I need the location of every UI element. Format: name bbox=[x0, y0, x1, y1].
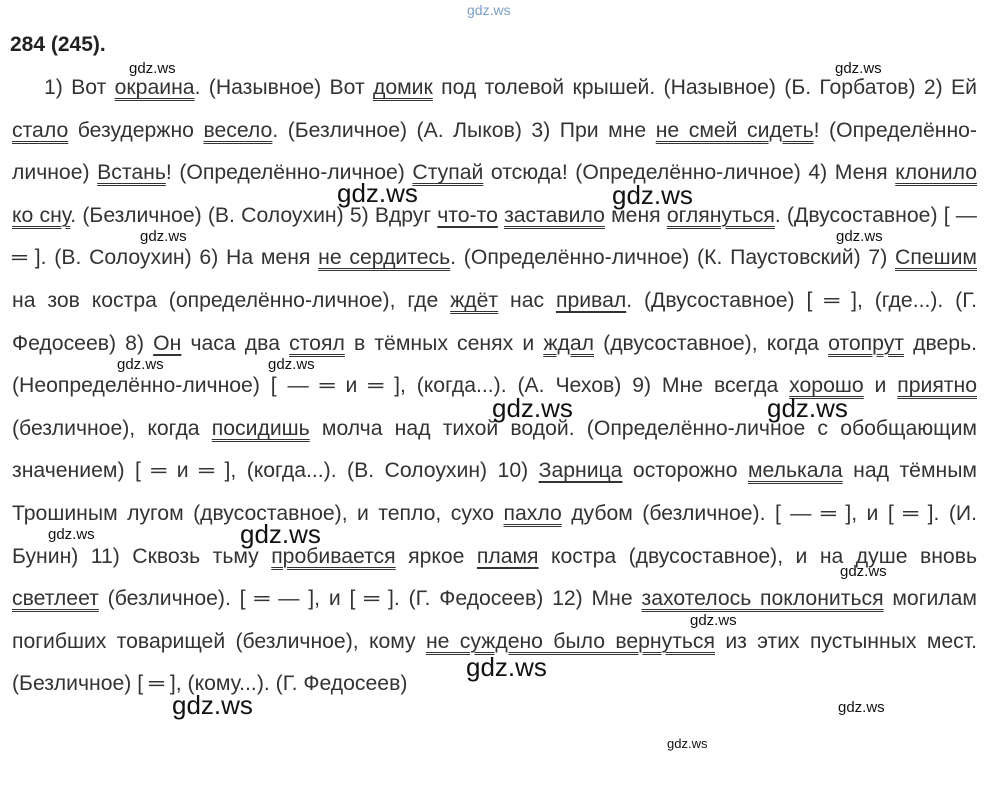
predicate-underline: Встань bbox=[97, 161, 166, 185]
predicate-underline: окраина bbox=[114, 76, 195, 99]
text-segment: осторожно bbox=[622, 459, 748, 483]
text-segment: из этих пустынных мест. (Безличное) [ ═ ], (кому...). (Г. Федосеев) bbox=[12, 629, 978, 696]
predicate-underline: заставило bbox=[504, 203, 605, 227]
predicate-underline: не суждено было вернуться bbox=[425, 629, 716, 653]
text-segment: в тёмных сенях и bbox=[344, 331, 544, 355]
text-segment: ! (Определённо-личное) bbox=[165, 161, 413, 185]
site-watermark: gdz.ws bbox=[492, 393, 573, 423]
predicate-underline: захотелось поклониться bbox=[641, 587, 884, 611]
text-segment: нас bbox=[498, 288, 556, 312]
answer-text bbox=[12, 67, 977, 706]
predicate-underline: ждал bbox=[543, 331, 594, 355]
text-segment: дверь. (Неопределённо-личное) [ — ═ и ═ ], (когда...). (А. Чехов) 9) Мне всегда bbox=[12, 331, 978, 398]
predicate-underline: не сердитесь bbox=[318, 246, 451, 270]
text-segment: безудержно bbox=[68, 118, 204, 142]
predicate-underline: Ступай bbox=[412, 161, 484, 185]
site-watermark: gdz.ws bbox=[268, 356, 315, 373]
site-watermark-top: gdz.ws bbox=[467, 2, 511, 18]
site-watermark: gdz.ws bbox=[836, 228, 883, 245]
predicate-underline: весело bbox=[203, 118, 273, 142]
site-watermark: gdz.ws bbox=[140, 228, 187, 245]
text-segment: . (Безличное) (В. Солоухин) 5) Вдруг bbox=[70, 203, 438, 227]
subject-underline: что-то bbox=[437, 203, 498, 227]
site-watermark: gdz.ws bbox=[48, 526, 95, 543]
predicate-underline: домик bbox=[372, 76, 433, 99]
text-segment: могилам погибших товарищей (безличное), кому bbox=[12, 587, 977, 653]
site-watermark: gdz.ws bbox=[667, 736, 708, 751]
text-segment: над тёмным Трошиным лугом (двусоставное), и тепло, сухо bbox=[12, 459, 978, 525]
predicate-underline: отопрут bbox=[828, 331, 904, 355]
text-segment: . (Двусоставное) [ ═ ], (где...). (Г. Федосеев) 8) bbox=[12, 288, 977, 355]
text-segment: . (Назывное) Вот bbox=[194, 76, 373, 99]
predicate-underline: не смей сидеть bbox=[655, 118, 814, 142]
predicate-underline: пахло bbox=[503, 501, 562, 525]
text-segment: отсюда! (Определённо-личное) 4) Меня bbox=[483, 161, 896, 185]
predicate-underline: посидишь bbox=[211, 416, 310, 440]
predicate-underline: хорошо bbox=[789, 374, 864, 398]
text-segment: (безличное), когда bbox=[12, 416, 212, 440]
subject-underline: Зарница bbox=[538, 459, 623, 483]
site-watermark: gdz.ws bbox=[466, 652, 547, 682]
site-watermark: gdz.ws bbox=[767, 393, 848, 423]
site-watermark: gdz.ws bbox=[838, 699, 885, 716]
text-segment: (безличное). [ ═ — ], и [ ═ ]. (Г. Федосеев) 12) Мне bbox=[98, 587, 642, 611]
subject-underline: привал bbox=[555, 288, 627, 312]
text-segment: костра (двусоставное), и на душе вновь bbox=[538, 544, 977, 568]
site-watermark: gdz.ws bbox=[117, 356, 164, 373]
text-segment: дубом (безличное). [ — ═ ], и [ ═ ]. (И. Бунин) 11) Сквозь тьму bbox=[12, 501, 977, 568]
task-number: 284 (245). bbox=[10, 33, 106, 56]
predicate-underline: пробивается bbox=[271, 544, 396, 568]
predicate-underline: Спешим bbox=[895, 246, 977, 270]
predicate-underline: мелькала bbox=[747, 459, 843, 483]
text-segment: . (Определённо-личное) (К. Паустовский) 7) bbox=[450, 246, 896, 270]
predicate-underline: приятно bbox=[897, 374, 977, 398]
site-watermark: gdz.ws bbox=[835, 60, 882, 77]
text-segment: и bbox=[863, 374, 898, 398]
subject-underline: Он bbox=[153, 331, 182, 355]
site-watermark: gdz.ws bbox=[240, 519, 321, 549]
text-segment: молча над тихой водой. (Определённо-личное с обобщающим значением) [ ═ и ═ ], (когда...). (В. Солоухин) 10) bbox=[12, 416, 977, 483]
site-watermark: gdz.ws bbox=[840, 563, 887, 580]
subject-underline: пламя bbox=[476, 544, 539, 568]
text-segment: меня bbox=[604, 203, 667, 227]
site-watermark: gdz.ws bbox=[612, 180, 693, 210]
predicate-underline: стало bbox=[12, 118, 69, 142]
text-segment: . (Безличное) (А. Лыков) 3) При мне bbox=[272, 118, 656, 142]
text-segment: под толевой крышей. (Назывное) (Б. Горбатов) 2) Ей bbox=[432, 76, 977, 99]
site-watermark: gdz.ws bbox=[690, 612, 737, 629]
text-segment: часа два bbox=[181, 331, 290, 355]
site-watermark: gdz.ws bbox=[172, 690, 253, 720]
text-segment: на зов костра (определённо-личное), где bbox=[12, 288, 451, 312]
text-segment: (двусоставное), когда bbox=[594, 331, 829, 355]
predicate-underline: оглянуться bbox=[666, 203, 775, 227]
text-segment: ! (Определённо-личное) bbox=[12, 118, 977, 185]
predicate-underline: стоял bbox=[289, 331, 345, 355]
text-segment: 1) Вот bbox=[44, 76, 115, 99]
predicate-underline: светлеет bbox=[12, 587, 99, 611]
site-watermark: gdz.ws bbox=[337, 178, 418, 208]
predicate-underline: клонило ко сну bbox=[12, 161, 977, 227]
predicate-underline: ждёт bbox=[450, 288, 499, 312]
site-watermark: gdz.ws bbox=[129, 60, 176, 77]
text-segment: . (Двусоставное) [ — ═ ]. (В. Солоухин) 6) На меня bbox=[12, 203, 977, 270]
text-segment: яркое bbox=[395, 544, 477, 568]
